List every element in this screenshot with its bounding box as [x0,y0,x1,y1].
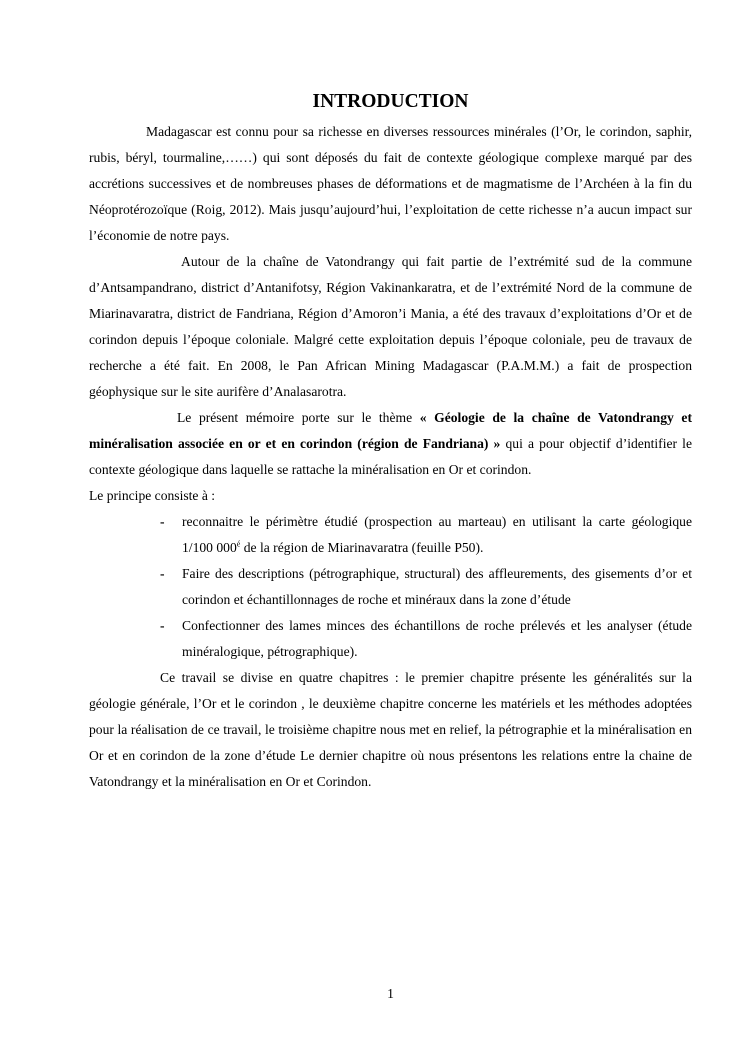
principle-list [89,509,692,665]
list-item [89,613,692,665]
list-item [89,561,692,613]
theme-text-before: Le présent mémoire porte sur le thème [177,410,420,425]
page-title: INTRODUCTION [312,91,469,112]
paragraph-theme [89,405,692,483]
paragraph-location: Autour de la chaîne de Vatondrangy qui fait partie de l’extrémité sud de la commune d’Antsampandrano, district d’Antanifotsy, Région Vakinankaratra, et de l’extrémité Nord de la commune de Miarinavaratra, district de Fandriana, Région d’Amoron’i Mania, a été des travaux d’exploitations d’Or et de corindon depuis l’époque coloniale. Malgré cette exploitation depuis l’époque coloniale, peu de travaux de recherche a été fait. En 2008, le Pan African Mining Madagascar (P.A.M.M.) a fait de prospection géophysique sur le site aurifère d’Analasarotra. [89,254,692,399]
bullet-dash: - [160,514,165,529]
list-item-text-end: de la région de Miarinavaratra (feuille P50). [240,540,484,555]
list-item [89,509,692,561]
superscript: é [236,539,241,549]
principle-intro: Le principe consiste à : [89,488,216,503]
bullet-dash: - [160,618,165,633]
list-item-text: Confectionner des lames minces des échantillons de roche prélevés et les analyser (étude minéralogique, pétrographique). [182,618,692,659]
body-text [89,119,692,795]
list-item-text: Faire des descriptions (pétrographique, structural) des affleurements, des gisements d’or et corindon et échantillonnages de roche et minéraux dans la zone d’étude [182,566,692,607]
paragraph-chapters: Ce travail se divise en quatre chapitres : le premier chapitre présente les généralités sur la géologie générale, l’Or et le corindon , le deuxième chapitre concerne les matériels et les méthodes adoptées pour la réalisation de ce travail, le troisième chapitre nous met en relief, la pétrographie et la minéralisation en Or et en corindon de la zone d’étude Le dernier chapitre où nous présentons les relations entre la chaine de Vatondrangy et la minéralisation en Or et Corindon. [89,670,692,789]
paragraph-intro: Madagascar est connu pour sa richesse en diverses ressources minérales (l’Or, le corindon, saphir, rubis, béryl, tourmaline,……) qui sont déposés du fait de contexte géologique complexe marqué par des accrétions successives et de nombreuses phases de déformations et de magmatisme de l’Archéen à la fin du Néoprotérozoïque (Roig, 2012). Mais jusqu’aujourd’hui, l’exploitation de cette richesse n’a aucun impact sur l’économie de notre pays. [89,124,692,243]
theme-title-bold: « Géologie de la chaîne de Vatondrangy et minéralisation associée en or et en corindon (région de Fandriana) » [89,410,692,451]
bullet-dash: - [160,566,165,581]
page-number: 1 [387,986,394,1001]
theme-text-after: qui a pour objectif d’identifier le contexte géologique dans laquelle se rattache la minéralisation en Or et corindon. [89,436,692,477]
list-item-text: reconnaitre le périmètre étudié (prospection au marteau) en utilisant la carte géologique 1/100 000 [182,514,692,555]
